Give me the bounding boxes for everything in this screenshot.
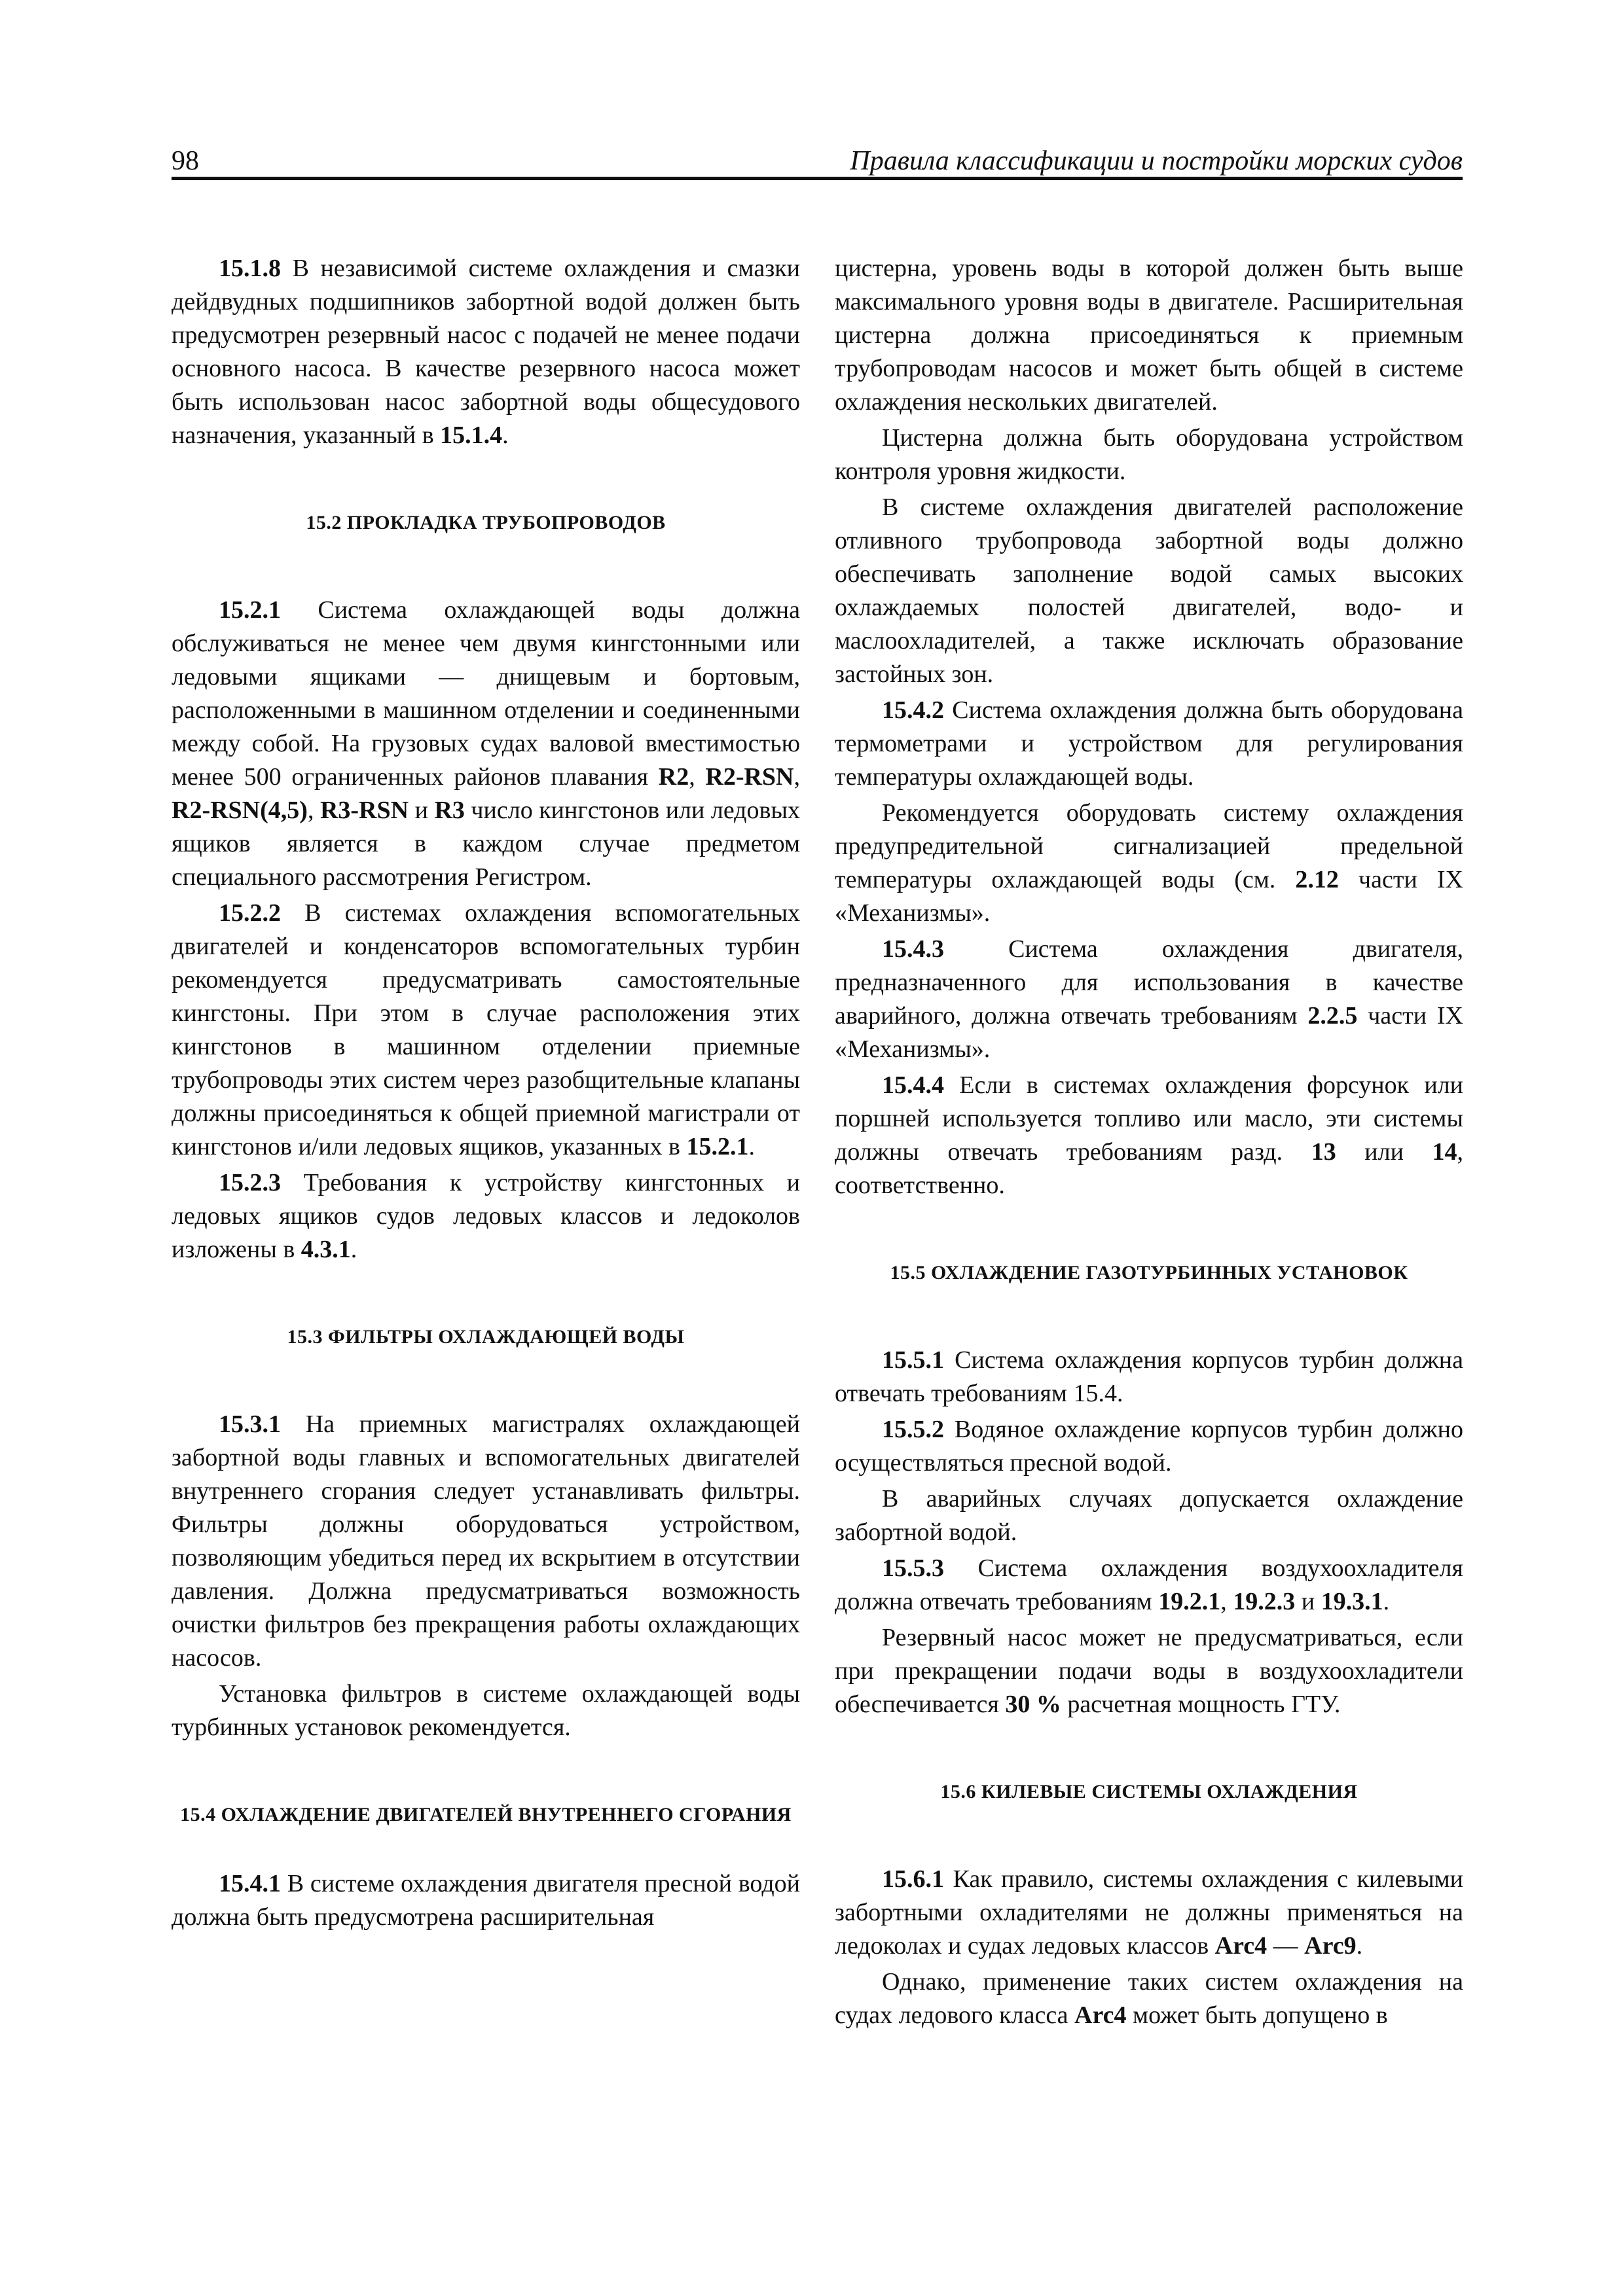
paragraph-expansion-tank: цистерна, уровень воды в которой должен быть выше максимального уровня воды в двигателе. Расширительная цистерна должна присоединяться к приемным трубопроводам насосов и может быть общей в системе охлаждения нескольких двигателей. <box>835 255 1463 416</box>
paragraph-alarm: Рекомендуется оборудовать систему охлаждения предупредительной сигнализацией предельной температуры охлаждающей воды (см. 2.12 части IX «Механизмы». <box>835 799 1463 927</box>
running-title: Правила классификации и постройки морских судов <box>850 146 1463 176</box>
paragraph-15-6-1: 15.6.1 Как правило, системы охлаждения с килевыми забортными охладителями не должны применяться на ледоколах и судах ледовых классов Arc4 — Arc9. <box>835 1865 1463 1960</box>
paragraph-15-5-2: 15.5.2 Водяное охлаждение корпусов турбин должно осуществляться пресной водой. <box>835 1416 1463 1477</box>
paragraph-15-2-1: 15.2.1 Система охлаждающей воды должна обслуживаться не менее чем двумя кингстонными или ледовыми ящиками — днищевым и бортовым, расположенными в машинном отделении и соединенными между собой. На грузовых судах валовой вместимостью менее 500 ограниченных районов плавания R2, R2-RSN, R2-RSN(4,5), R3-RSN и R3 число кингстонов или ледовых ящиков является в каждом случае предметом специального рассмотрения Регистром. <box>172 596 800 891</box>
section-title-15-3: 15.3 ФИЛЬТРЫ ОХЛАЖДАЮЩЕЙ ВОДЫ <box>287 1326 685 1348</box>
paragraph-emergency: В аварийных случаях допускается охлаждение забортной водой. <box>835 1485 1463 1546</box>
page-header <box>172 145 1463 178</box>
paragraph-15-5-1: 15.5.1 Система охлаждения корпусов турбин должна отвечать требованиям 15.4. <box>835 1346 1463 1407</box>
paragraph-15-2-2: 15.2.2 В системах охлаждения вспомогательных двигателей и конденсаторов вспомогательных турбин рекомендуется предусматривать самостоятельные кингстоны. При этом в случае расположения этих кингстонов в машинном отделении приемные трубопроводы этих систем через разобщительные клапаны должны присоединяться к общей приемной магистрали от кингстонов и/или ледовых ящиков, указанных в 15.2.1. <box>172 899 800 1160</box>
paragraph-15-2-3: 15.2.3 Требования к устройству кингстонных и ледовых ящиков судов ледовых классов и ледоколов изложены в 4.3.1. <box>172 1169 800 1263</box>
paragraph-15-5-3: 15.5.3 Система охлаждения воздухоохладителя должна отвечать требованиям 19.2.1, 19.2.3 и 19.3.1. <box>835 1554 1463 1615</box>
paragraph-15-4-1: 15.4.1 В системе охлаждения двигателя пресной водой должна быть предусмотрена расширительная <box>172 1870 800 1931</box>
paragraph-15-4-4: 15.4.4 Если в системах охлаждения форсунок или поршней используется топливо или масло, эти системы должны отвечать требованиям разд. 13 или 14, соответственно. <box>835 1071 1463 1199</box>
paragraph-15-1-8: 15.1.8 В независимой системе охлаждения и смазки дейдвудных подшипников забортной водой должен быть предусмотрен резервный насос с подачей не менее подачи основного насоса. В качестве резервного насоса может быть использован насос забортной воды общесудового назначения, указанный в 15.1.4. <box>172 255 800 449</box>
paragraph-15-3-1: 15.3.1 На приемных магистралях охлаждающей забортной воды главных и вспомогательных двигателей внутреннего сгорания следует устанавливать фильтры. Фильтры должны оборудоваться устройством, позволяющим убедиться перед их вскрытием в отсутствии давления. Должна предусматриваться возможность очистки фильтров без прекращения работы охлаждающих насосов. <box>172 1410 800 1672</box>
page-number: 98 <box>172 146 199 176</box>
paragraph-keel-coolers: Однако, применение таких систем охлаждения на судах ледового класса Arc4 может быть допущено в <box>835 1968 1463 2029</box>
paragraph-15-4-3: 15.4.3 Система охлаждения двигателя, предназначенного для использования в качестве аварийного, должна отвечать требованиям 2.2.5 части IX «Механизмы». <box>835 935 1463 1063</box>
paragraph-reserve-pump: Резервный насос может не предусматриваться, если при прекращении подачи воды в воздухоохладители обеспечивается 30 % расчетная мощность ГТУ. <box>835 1624 1463 1718</box>
right-column <box>835 252 1463 2035</box>
section-title-15-2: 15.2 ПРОКЛАДКА ТРУБОПРОВОДОВ <box>306 512 666 533</box>
section-title-15-4: 15.4 ОХЛАЖДЕНИЕ ДВИГАТЕЛЕЙ ВНУТРЕННЕГО СГОРАНИЯ <box>180 1804 792 1825</box>
header-rule <box>172 177 1463 180</box>
paragraph-filters-turbine: Установка фильтров в системе охлаждающей воды турбинных установок рекомендуется. <box>172 1680 800 1741</box>
paragraph-tank-level: Цистерна должна быть оборудована устройством контроля уровня жидкости. <box>835 424 1463 485</box>
section-title-15-6: 15.6 КИЛЕВЫЕ СИСТЕМЫ ОХЛАЖДЕНИЯ <box>940 1781 1358 1803</box>
paragraph-discharge-pipe: В системе охлаждения двигателей расположение отливного трубопровода забортной воды должно обеспечивать заполнение водой самых высоких охлаждаемых полостей двигателей, водо- и маслоохладителей, а также исключать образование застойных зон. <box>835 493 1463 688</box>
left-column <box>172 252 800 1937</box>
paragraph-15-4-2: 15.4.2 Система охлаждения должна быть оборудована термометрами и устройством для регулирования температуры охлаждающей воды. <box>835 696 1463 791</box>
section-title-15-5: 15.5 ОХЛАЖДЕНИЕ ГАЗОТУРБИННЫХ УСТАНОВОК <box>890 1262 1408 1283</box>
